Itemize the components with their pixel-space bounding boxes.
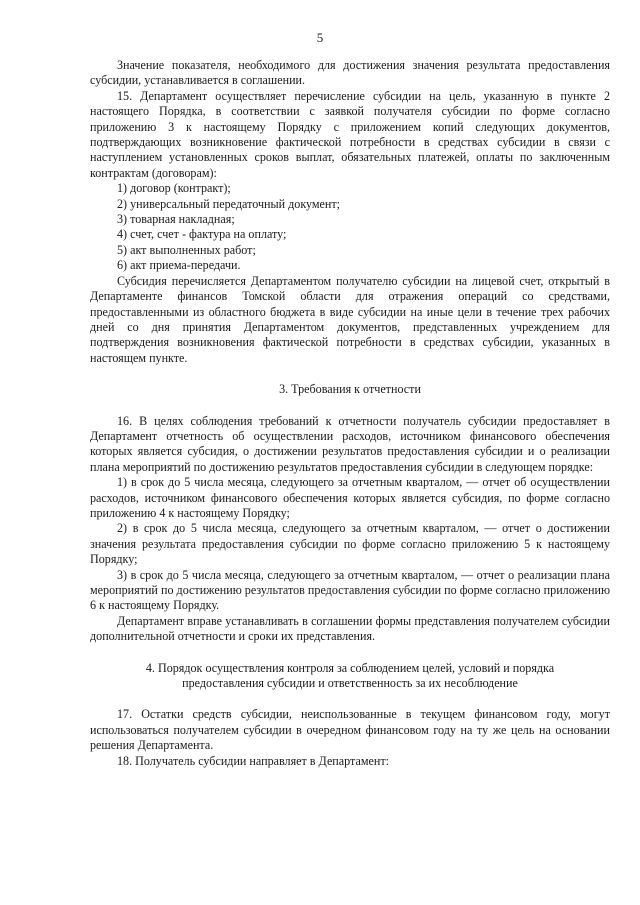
list-item: 4) счет, счет - фактура на оплату; (117, 227, 287, 242)
paragraph-15: 15. Департамент осуществляет перечисление субсидии на цель, указанную в пункте 2 настоящего Порядка, в соответствии с заявкой получателя субсидии по форме согласно приложению 3 к настоящему Порядку с приложением копий следующих документов, подтверждающих возникновение фактической потребности в средствах субсидии в связи с наступлением установленных сроков выплат, обязательных платежей, оплаты по заключенным контрактам (договорам): (90, 88, 610, 180)
list-item: 2) универсальный передаточный документ; (117, 196, 341, 211)
paragraph-18: 18. Получатель субсидии направляет в Департамент: (117, 753, 389, 768)
page-number: 5 (316, 30, 324, 45)
paragraph: Значение показателя, необходимого для достижения значения результата предоставления субсидии, устанавливается в соглашении. (90, 58, 610, 88)
paragraph-transfer: Субсидия перечисляется Департаментом получателю субсидии на лицевой счет, открытый в Департаменте финансов Томской области для отражения операций со средствами, предоставленными из областного бюджета в виде субсидии на иные цели в течение трех рабочих дней со дня принятия Департаментом документов, представленных учреждением для подтверждения возникновения фактической потребности в средствах субсидии, указанных в настоящем пункте. (90, 273, 610, 365)
section-4-heading-line1: 4. Порядок осуществления контроля за соблюдением целей, условий и порядка (145, 660, 555, 675)
list-item: 3) товарная накладная; (117, 212, 235, 227)
paragraph-16: 16. В целях соблюдения требований к отчетности получатель субсидии предоставляет в Департамент отчетность об осуществлении расходов, источником финансового обеспечения которых является субсидия, о достижении результатов предоставления субсидии и о реализации плана мероприятий по достижению результатов предоставления субсидии в следующем порядке: (90, 413, 610, 474)
paragraph: 3) в срок до 5 числа месяца, следующего за отчетным кварталом, — отчет о реализации плана мероприятий по достижению результатов предоставления субсидии по форме согласно приложению 6 к настоящему Порядку. (90, 567, 610, 613)
section-3-heading: 3. Требования к отчетности (279, 382, 421, 397)
paragraph: 1) в срок до 5 числа месяца, следующего за отчетным кварталом, — отчет об осуществлении расходов, источником финансового обеспечения которых является субсидия, по форме согласно приложению 4 к настоящему Порядку; (90, 475, 610, 520)
paragraph: Департамент вправе устанавливать в соглашении формы представления получателем субсидии дополнительной отчетности и сроки их представления. (90, 613, 610, 644)
paragraph-17: 17. Остатки средств субсидии, неиспользованные в текущем финансовом году, могут использоваться получателем субсидии в очередном финансовом году на ту же цель на основании решения Департамента. (90, 707, 610, 753)
document-body (90, 58, 610, 769)
section-4-heading-line2: предоставления субсидии и ответственность за их несоблюдение (182, 676, 518, 691)
list-item: 6) акт приема-передачи. (117, 258, 241, 273)
paragraph: 2) в срок до 5 числа месяца, следующего за отчетным кварталом, — отчет о достижении значения результата предоставления субсидии по форме согласно приложению 5 к настоящему Порядку; (90, 521, 610, 567)
list-item: 1) договор (контракт); (117, 181, 231, 196)
list-item: 5) акт выполненных работ; (117, 242, 256, 257)
